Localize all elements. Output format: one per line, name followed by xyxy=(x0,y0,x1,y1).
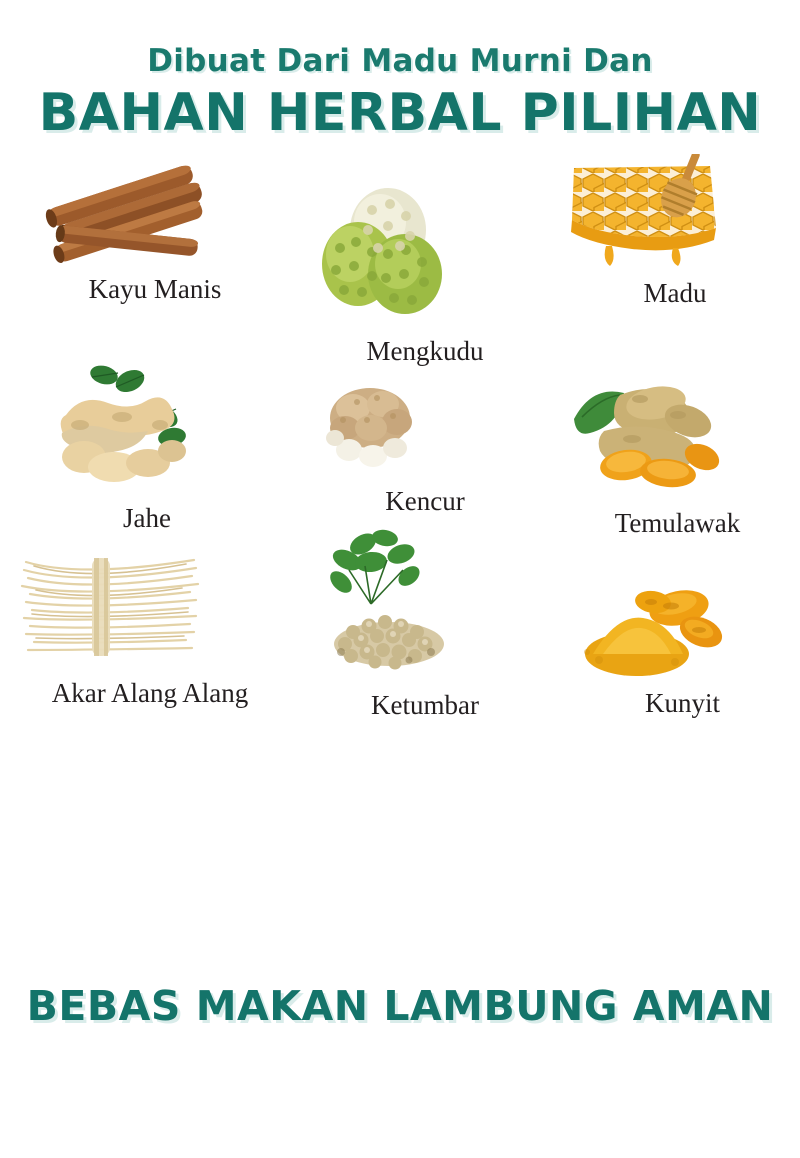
header xyxy=(0,0,800,144)
ingredient-mengkudu[interactable] xyxy=(300,182,550,367)
ingredient-grid xyxy=(0,154,800,804)
ingredient-label: Kayu Manis xyxy=(88,274,222,305)
page-title: BAHAN HERBAL PILIHAN xyxy=(38,82,762,143)
ingredient-label: Kencur xyxy=(385,486,465,517)
cinnamon-sticks-icon xyxy=(30,160,280,270)
ingredient-ketumbar[interactable] xyxy=(305,526,545,721)
ingredient-label: Akar Alang Alang xyxy=(51,678,249,709)
coriander-seeds-icon xyxy=(305,526,545,686)
noni-fruit-icon xyxy=(300,182,550,332)
header-subtitle: Dibuat Dari Madu Murni Dan xyxy=(147,43,653,79)
ingredient-kencur[interactable] xyxy=(305,372,545,517)
ingredient-label: Jahe xyxy=(123,503,171,534)
ingredient-akar-alang-alang[interactable] xyxy=(10,544,290,709)
javanese-turmeric-icon xyxy=(560,369,795,504)
turmeric-powder-icon xyxy=(575,574,790,684)
ingredient-label: Madu xyxy=(643,278,707,309)
aromatic-ginger-icon xyxy=(305,372,545,482)
cogon-grass-root-icon xyxy=(10,544,290,674)
ingredient-label: Kunyit xyxy=(644,688,720,719)
footer-tagline: BEBAS MAKAN LAMBUNG AMAN xyxy=(26,982,774,1030)
ingredient-jahe[interactable] xyxy=(22,359,272,534)
ingredient-temulawak[interactable] xyxy=(560,369,795,539)
ginger-root-icon xyxy=(22,359,272,499)
honeycomb-dipper-icon xyxy=(560,154,790,274)
footer-banner xyxy=(0,982,800,1030)
ingredient-label: Temulawak xyxy=(614,508,741,539)
ingredient-kunyit[interactable] xyxy=(575,574,790,719)
ingredient-label: Ketumbar xyxy=(371,690,479,721)
ingredient-kayu-manis[interactable] xyxy=(30,160,280,305)
ingredient-label: Mengkudu xyxy=(366,336,484,367)
ingredient-madu[interactable] xyxy=(560,154,790,309)
